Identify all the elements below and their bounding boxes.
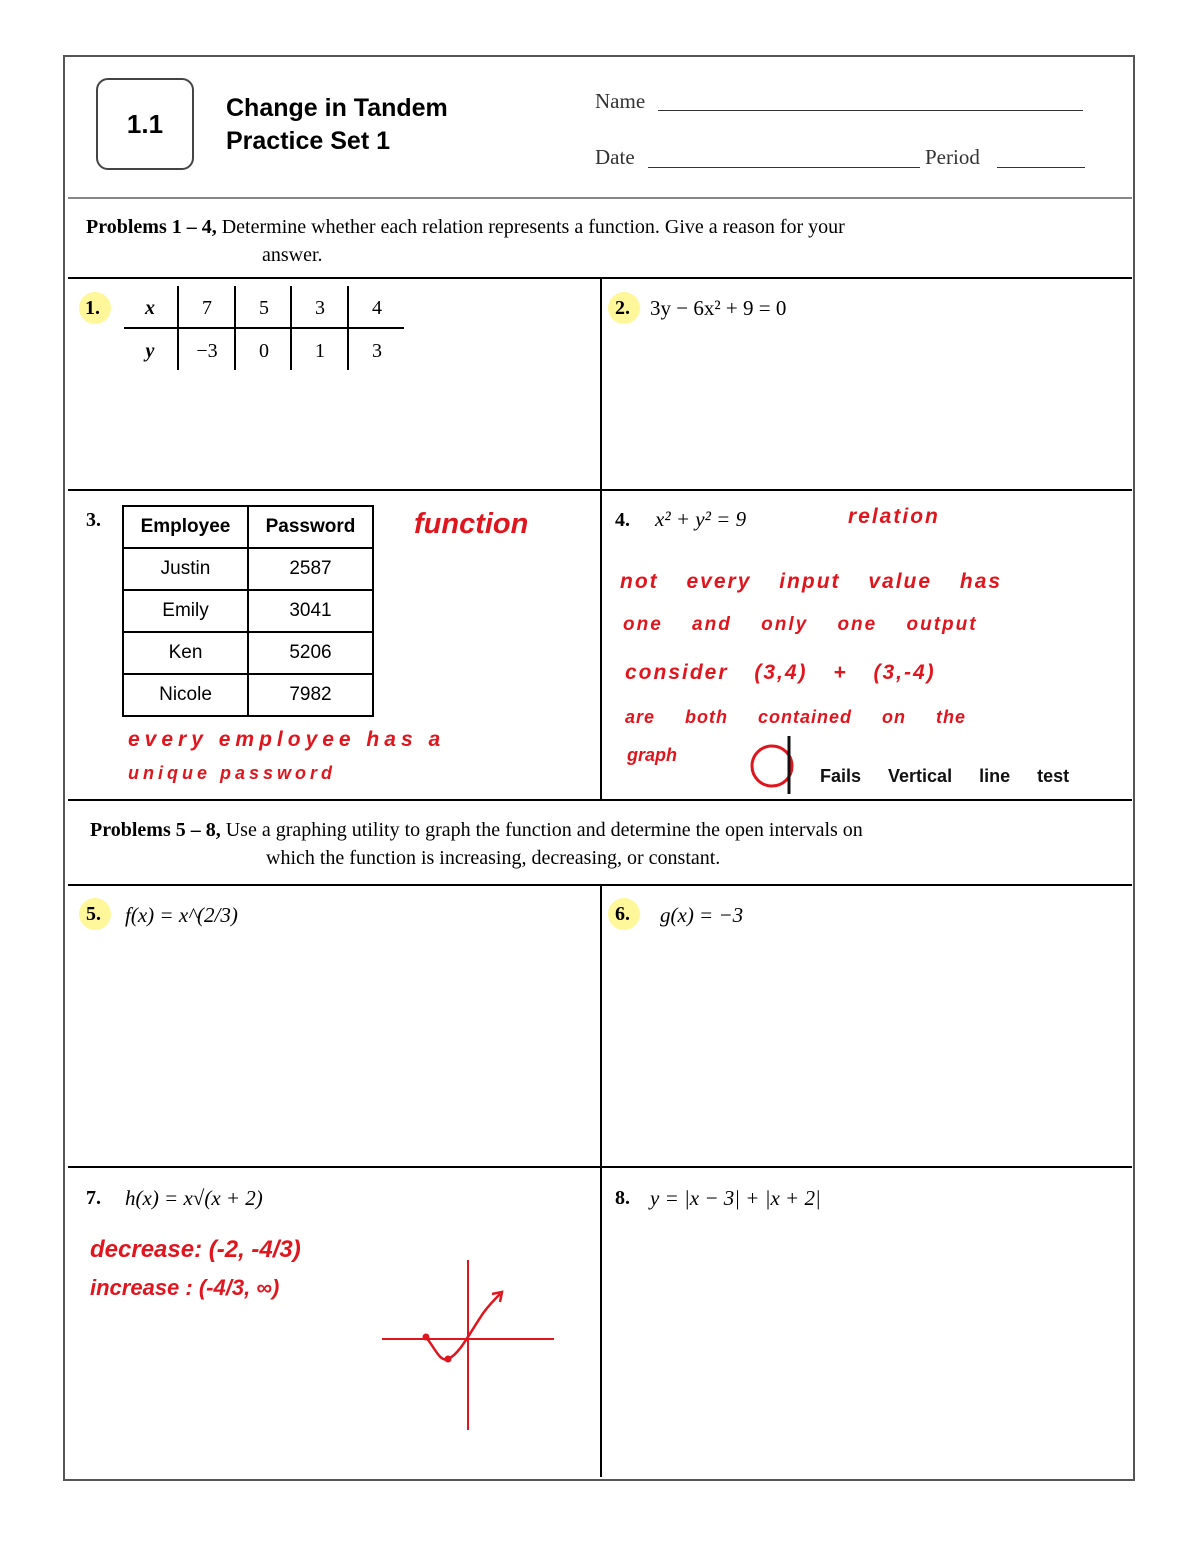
problem-8-equation: y = |x − 3| + |x + 2|	[650, 1186, 821, 1210]
table-cell: 5206	[248, 632, 373, 674]
group2-range: Problems 5 – 8,	[90, 819, 221, 841]
decrease-label: decrease:	[90, 1236, 203, 1263]
group1-instruction-line2: answer.	[262, 244, 323, 266]
table-row	[123, 590, 373, 632]
header-divider	[68, 197, 1132, 199]
p1-y-value: −3	[196, 340, 218, 362]
date-label: Date	[595, 145, 635, 169]
problem-2-number: 2.	[615, 297, 630, 319]
p1-y-label: y	[145, 340, 155, 362]
group1-range: Problems 1 – 4,	[86, 216, 217, 238]
increase-interval: (-4/3, ∞)	[198, 1275, 280, 1300]
problem-7-number: 7.	[86, 1187, 101, 1209]
title-line-2: Practice Set 1	[226, 127, 390, 155]
problem-6-number: 6.	[615, 903, 630, 925]
p7-graph-sketch	[378, 1258, 558, 1432]
p4-handwritten-line4: are both contained on the	[625, 707, 967, 727]
row-divider-2	[68, 489, 1132, 491]
row-divider-3	[68, 799, 1132, 801]
problem-4-number: 4.	[615, 509, 630, 531]
group1-instruction-line1: Determine whether each relation represents a function. Give a reason for your	[221, 216, 845, 238]
worksheet-title	[226, 92, 448, 158]
group2-instruction-line1: Use a graphing utility to graph the function and determine the open intervals on	[225, 819, 863, 841]
table-header-row	[123, 506, 373, 548]
table-cell: Nicole	[123, 674, 248, 716]
p1-x-label: x	[145, 297, 155, 319]
group1-instructions	[86, 213, 845, 241]
p3-handwritten-reason-1: every employee has a	[128, 728, 446, 751]
p4-handwritten-answer: relation	[848, 505, 940, 528]
circle-sketch-icon	[748, 734, 810, 796]
table-cell: Justin	[123, 548, 248, 590]
problem-1-number: 1.	[85, 297, 100, 319]
p4-handwritten-line1: not every input value has	[620, 570, 1003, 593]
group2-instruction-line2: which the function is increasing, decreasing, or constant.	[266, 847, 721, 869]
table-cell: Ken	[123, 632, 248, 674]
table-cell: Emily	[123, 590, 248, 632]
p7-decrease-note	[90, 1236, 301, 1264]
p1-x-value: 3	[315, 297, 325, 319]
period-field[interactable]	[997, 167, 1085, 168]
table-cell: 7982	[248, 674, 373, 716]
p1-x-value: 5	[259, 297, 269, 319]
table-row	[123, 548, 373, 590]
problem-3-number: 3.	[86, 509, 101, 531]
group2-instructions	[90, 816, 863, 844]
p1-y-value: 0	[259, 340, 269, 362]
employee-password-table	[122, 505, 374, 717]
problem-6-equation: g(x) = −3	[660, 903, 744, 927]
problem-2-equation: 3y − 6x² + 9 = 0	[650, 296, 787, 320]
problem-7-equation: h(x) = x√(x + 2)	[125, 1186, 263, 1210]
p1-y-value: 3	[372, 340, 382, 362]
column-divider-bottom	[600, 885, 602, 1477]
table-cell: 2587	[248, 548, 373, 590]
p4-handwritten-line3: consider (3,4) + (3,-4)	[625, 661, 936, 684]
p4-handwritten-line2: one and only one output	[623, 614, 978, 635]
decrease-interval: (-2, -4/3)	[208, 1236, 301, 1263]
problem-8-number: 8.	[615, 1187, 630, 1209]
p4-vertical-line-test-note: Fails Vertical line test	[820, 766, 1070, 786]
p1-y-value: 1	[315, 340, 325, 362]
date-field[interactable]	[648, 167, 920, 168]
problem-5-equation: f(x) = x^(2/3)	[125, 903, 238, 927]
table-header: Employee	[123, 506, 248, 548]
table-row	[123, 632, 373, 674]
section-number: 1.1	[126, 108, 164, 139]
row-divider-5	[68, 1166, 1132, 1168]
column-divider-top	[600, 278, 602, 800]
name-label: Name	[595, 89, 646, 113]
title-line-1: Change in Tandem	[226, 94, 448, 122]
period-label: Period	[925, 145, 980, 169]
p1-x-value: 7	[202, 297, 212, 319]
p7-increase-note	[90, 1275, 279, 1301]
name-field[interactable]	[658, 110, 1083, 111]
table-header: Password	[248, 506, 373, 548]
problem-4-equation: x² + y² = 9	[655, 507, 747, 531]
p3-handwritten-answer: function	[414, 508, 529, 540]
section-badge	[96, 78, 194, 170]
problem-5-number: 5.	[86, 903, 101, 925]
p1-x-value: 4	[372, 297, 382, 319]
increase-label: increase :	[90, 1275, 193, 1300]
p4-handwritten-line5: graph	[627, 745, 678, 765]
table-row	[123, 674, 373, 716]
table-cell: 3041	[248, 590, 373, 632]
p3-handwritten-reason-2: unique password	[128, 763, 337, 783]
